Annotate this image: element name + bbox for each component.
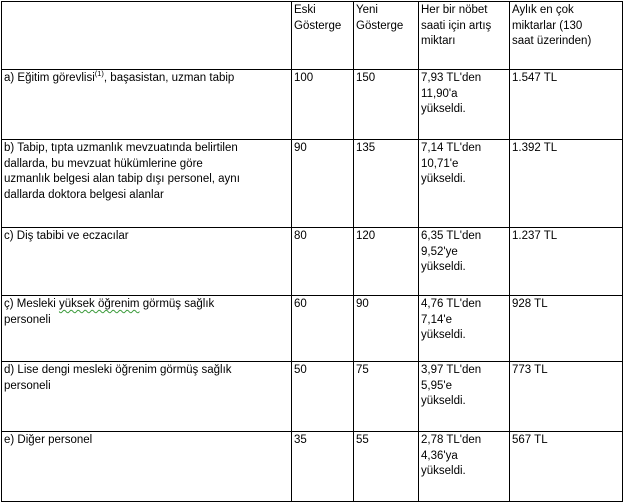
increase-cell: 2,78 TL'den 4,36'ya yükseldi. (419, 432, 510, 502)
new-indicator-cell: 120 (354, 228, 419, 296)
monthly-max-cell: 773 TL (510, 362, 623, 432)
duty-pay-table (1, 1, 623, 502)
row-label: d) Lise dengi mesleki öğrenim görmüş sağlık personeli (2, 362, 292, 432)
header-cell-increase: Her bir nöbet saati için artış miktarı (419, 2, 510, 70)
row-label: c) Diş tabibi ve eczacılar (2, 228, 292, 296)
new-indicator-cell: 150 (354, 70, 419, 140)
increase-cell: 3,97 TL'den 5,95'e yükseldi. (419, 362, 510, 432)
increase-cell: 6,35 TL'den 9,52'ye yükseldi. (419, 228, 510, 296)
old-indicator-cell: 35 (292, 432, 354, 502)
old-indicator-cell: 100 (292, 70, 354, 140)
table-row (2, 296, 623, 362)
new-indicator-cell: 75 (354, 362, 419, 432)
new-indicator-cell: 55 (354, 432, 419, 502)
increase-cell: 4,76 TL'den 7,14'e yükseldi. (419, 296, 510, 362)
monthly-max-cell: 928 TL (510, 296, 623, 362)
new-indicator-cell: 135 (354, 140, 419, 228)
header-cell-monthly-max: Aylık en çok miktarlar (130 saat üzerinden) (510, 2, 623, 70)
table-row (2, 70, 623, 140)
row-label: e) Diğer personel (2, 432, 292, 502)
increase-cell: 7,14 TL'den 10,71'e yükseldi. (419, 140, 510, 228)
old-indicator-cell: 90 (292, 140, 354, 228)
row-label: ç) Mesleki yüksek öğrenim görmüş sağlık personeli (2, 296, 292, 362)
spellcheck-flagged-text: yüksek öğrenim (58, 298, 140, 310)
monthly-max-cell: 1.237 TL (510, 228, 623, 296)
monthly-max-cell: 1.392 TL (510, 140, 623, 228)
new-indicator-cell: 90 (354, 296, 419, 362)
old-indicator-cell: 60 (292, 296, 354, 362)
table-row (2, 228, 623, 296)
footnote-marker: (1) (94, 69, 104, 79)
old-indicator-cell: 50 (292, 362, 354, 432)
header-row (2, 2, 623, 70)
header-cell-blank (2, 2, 292, 70)
increase-cell: 7,93 TL'den 11,90'a yükseldi. (419, 70, 510, 140)
header-cell-new-indicator: Yeni Gösterge (354, 2, 419, 70)
old-indicator-cell: 80 (292, 228, 354, 296)
table-row (2, 140, 623, 228)
row-label: b) Tabip, tıpta uzmanlık mevzuatında belirtilen dallarda, bu mevzuat hükümlerine göre uzmanlık belgesi alan tabip dışı personel, aynı dallarda doktora belgesi alanlar (2, 140, 292, 228)
table-row (2, 362, 623, 432)
row-label: a) Eğitim görevlisi$^{(1)}$, başasistan, uzman tabip (2, 70, 292, 140)
header-cell-old-indicator: Eski Gösterge (292, 2, 354, 70)
table-row (2, 432, 623, 502)
monthly-max-cell: 1.547 TL (510, 70, 623, 140)
monthly-max-cell: 567 TL (510, 432, 623, 502)
